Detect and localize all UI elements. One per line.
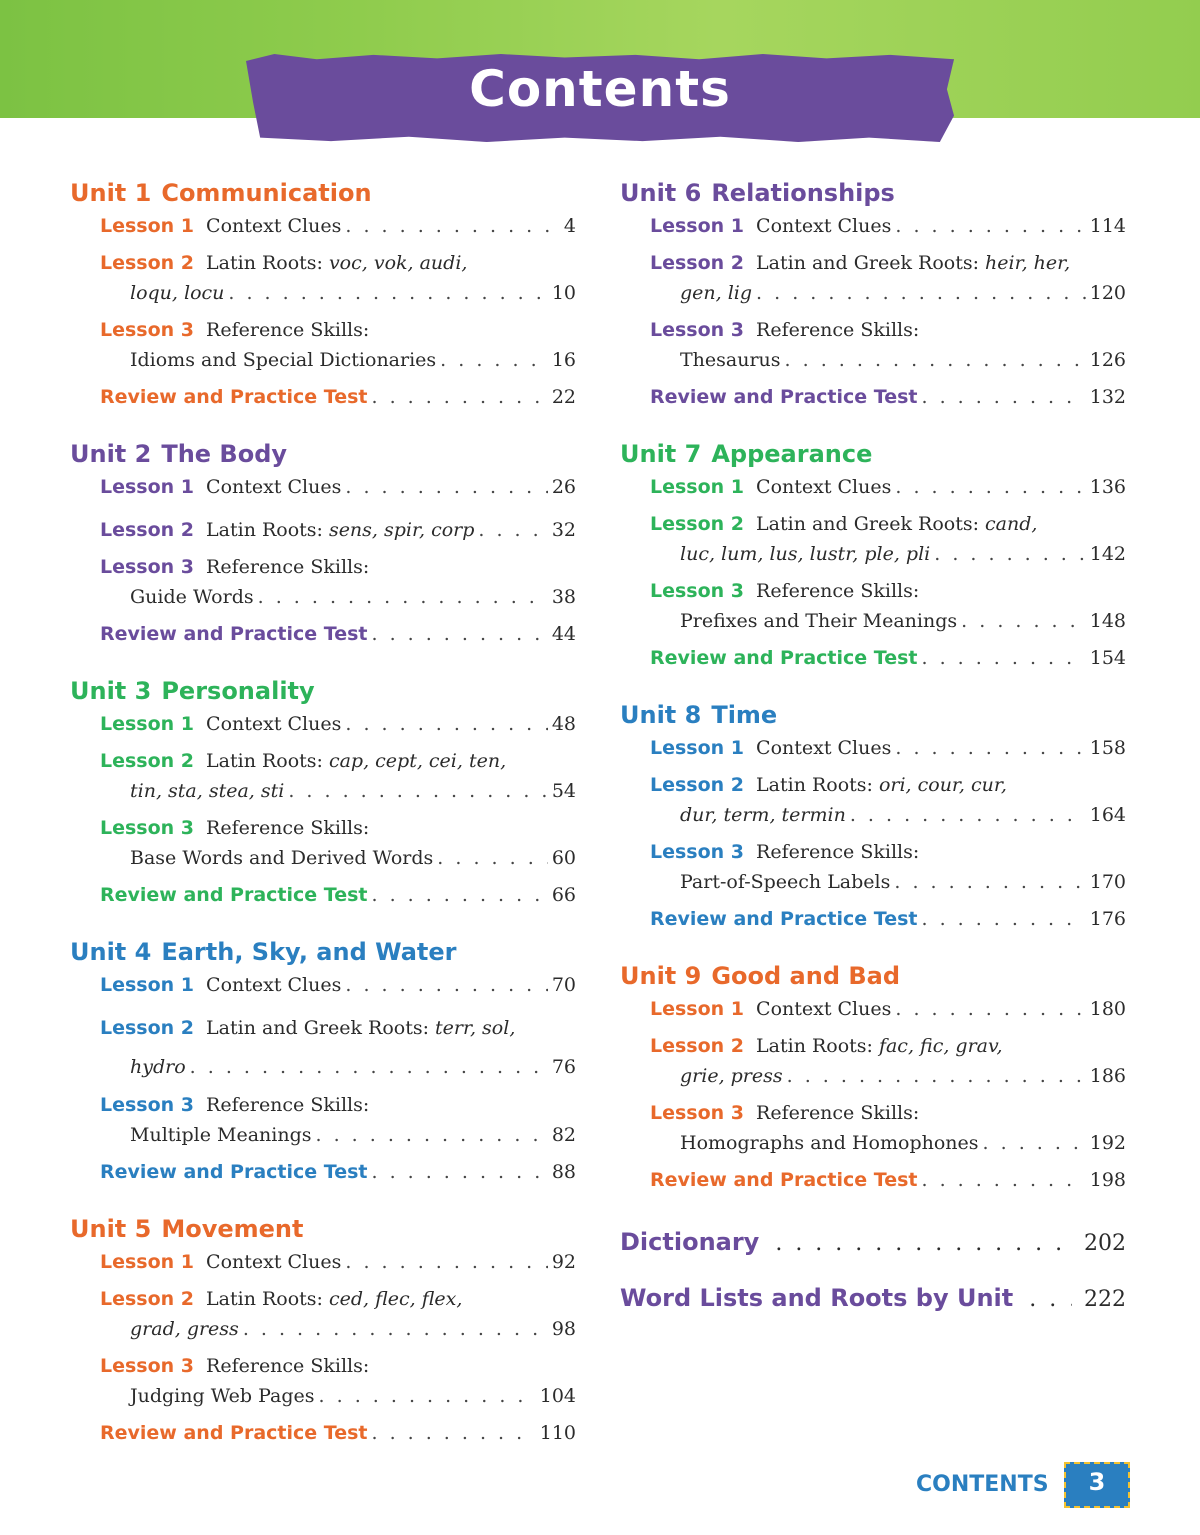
lesson-roots: grad, gress	[130, 1318, 239, 1340]
dot-leader	[190, 1043, 548, 1091]
dot-leader	[345, 709, 547, 739]
lesson-entry[interactable]	[100, 211, 576, 241]
lesson-title: Context Clues	[756, 998, 892, 1020]
page-number: 4	[563, 215, 576, 237]
lesson-roots: cap, cept, cei, ten,	[328, 750, 507, 772]
lesson-title: Context Clues	[756, 476, 892, 498]
page-number: 70	[551, 974, 576, 996]
lesson-subtitle: Thesaurus	[680, 349, 781, 371]
page-number: 192	[1089, 1132, 1126, 1154]
unit-number: Unit 7	[620, 440, 702, 468]
unit-number: Unit 4	[70, 938, 152, 966]
page-number: 154	[1089, 647, 1126, 669]
page-number: 16	[551, 349, 576, 371]
dot-leader	[1029, 1277, 1072, 1323]
word-lists-label: Word Lists and Roots by Unit	[620, 1284, 1014, 1312]
lesson-label: Lesson 1	[650, 476, 745, 498]
lesson-entry[interactable]	[100, 1284, 576, 1344]
dot-leader	[921, 1165, 1085, 1195]
lesson-roots: luc, lum, lus, lustr, ple, pli	[680, 543, 931, 565]
lesson-roots: tin, sta, stea, sti	[130, 780, 285, 802]
page-number: 202	[1084, 1231, 1126, 1256]
dot-leader	[228, 278, 547, 308]
lesson-entry[interactable]	[650, 211, 1126, 241]
unit-name: Good and Bad	[711, 962, 901, 990]
page-number: 148	[1089, 610, 1126, 632]
toc-left-column	[70, 175, 580, 1448]
lesson-entry[interactable]	[100, 1247, 576, 1277]
lesson-title: Latin Roots:	[206, 252, 323, 274]
lesson-roots: terr, sol,	[435, 1017, 516, 1039]
page-number: 136	[1089, 476, 1126, 498]
lesson-title: Context Clues	[206, 713, 342, 735]
lesson-title: Latin and Greek Roots:	[756, 252, 980, 274]
lesson-entry[interactable]	[650, 733, 1126, 763]
lesson-entry[interactable]	[100, 515, 576, 545]
lesson-label: Lesson 1	[650, 215, 745, 237]
lesson-roots: loqu, locu	[130, 282, 225, 304]
dot-leader	[288, 776, 547, 806]
unit-name: Appearance	[711, 440, 873, 468]
unit-3	[70, 673, 580, 910]
lesson-label: Lesson 1	[650, 737, 745, 759]
lesson-roots: cand,	[985, 513, 1038, 535]
lesson-entry[interactable]	[100, 1351, 576, 1411]
dot-leader	[895, 733, 1085, 763]
lesson-title: Context Clues	[206, 476, 342, 498]
lesson-label: Lesson 2	[100, 1288, 195, 1310]
unit-number: Unit 9	[620, 962, 702, 990]
lesson-roots: sens, spir, corp	[328, 519, 475, 541]
dot-leader	[437, 843, 548, 873]
lesson-roots: heir, her,	[985, 252, 1071, 274]
dot-leader	[775, 1221, 1072, 1267]
dot-leader	[921, 643, 1085, 673]
lesson-entry[interactable]	[100, 970, 576, 1000]
lesson-title: Reference Skills:	[206, 319, 370, 341]
page-number: 170	[1089, 871, 1126, 893]
lesson-label: Lesson 2	[650, 252, 745, 274]
review-label: Review and Practice Test	[650, 908, 918, 930]
review-entry[interactable]	[100, 880, 576, 910]
unit-2	[70, 436, 580, 649]
lesson-entry[interactable]	[100, 315, 576, 375]
dot-leader	[983, 1128, 1086, 1158]
dot-leader	[258, 582, 548, 612]
page-number: 104	[539, 1385, 576, 1407]
lesson-label: Lesson 2	[100, 252, 195, 274]
lesson-roots: hydro	[130, 1056, 186, 1078]
unit-name: Earth, Sky, and Water	[161, 938, 457, 966]
page-number: 88	[551, 1161, 576, 1183]
lesson-label: Lesson 2	[650, 774, 745, 796]
lesson-title: Reference Skills:	[756, 1102, 920, 1124]
dot-leader	[478, 515, 547, 545]
page-number: 54	[551, 780, 576, 802]
lesson-title: Latin Roots:	[756, 1035, 873, 1057]
page-number: 76	[551, 1056, 576, 1078]
lesson-entry[interactable]	[100, 1090, 576, 1150]
review-label: Review and Practice Test	[100, 1161, 368, 1183]
dot-leader	[316, 1120, 548, 1150]
lesson-label: Lesson 1	[650, 998, 745, 1020]
lesson-entry[interactable]	[650, 315, 1126, 375]
lesson-label: Lesson 3	[650, 1102, 745, 1124]
review-entry[interactable]	[650, 382, 1126, 412]
dot-leader	[371, 382, 547, 412]
lesson-entry[interactable]	[650, 509, 1126, 569]
dot-leader	[921, 904, 1085, 934]
lesson-label: Lesson 1	[100, 974, 195, 996]
unit-6	[620, 175, 1130, 412]
lesson-label: Lesson 3	[100, 556, 195, 578]
lesson-title: Context Clues	[206, 974, 342, 996]
lesson-title: Latin and Greek Roots:	[206, 1017, 430, 1039]
lesson-subtitle: Base Words and Derived Words	[130, 847, 434, 869]
lesson-label: Lesson 2	[650, 513, 745, 535]
lesson-entry[interactable]	[100, 746, 576, 806]
review-entry[interactable]	[650, 1165, 1126, 1195]
unit-name: Movement	[161, 1215, 304, 1243]
review-label: Review and Practice Test	[650, 647, 918, 669]
lesson-title: Latin Roots:	[756, 774, 873, 796]
lesson-title: Reference Skills:	[756, 319, 920, 341]
page-number: 26	[551, 476, 576, 498]
dot-leader	[345, 970, 547, 1000]
dot-leader	[345, 211, 560, 241]
dot-leader	[756, 278, 1086, 308]
lesson-roots: grie, press	[680, 1065, 783, 1087]
lesson-label: Lesson 2	[650, 1035, 745, 1057]
review-entry[interactable]	[650, 643, 1126, 673]
page-number: 48	[551, 713, 576, 735]
word-lists-entry[interactable]	[620, 1275, 1126, 1321]
lesson-title: Reference Skills:	[756, 580, 920, 602]
unit-number: Unit 6	[620, 179, 702, 207]
lesson-entry[interactable]	[650, 1098, 1126, 1158]
dot-leader	[787, 1061, 1086, 1091]
page-number: 132	[1089, 386, 1126, 408]
lesson-label: Lesson 1	[100, 215, 195, 237]
unit-9	[620, 958, 1130, 1195]
lesson-entry[interactable]	[650, 576, 1126, 636]
unit-7	[620, 436, 1130, 673]
unit-8	[620, 697, 1130, 934]
page-number: 142	[1089, 543, 1126, 565]
unit-4	[70, 934, 580, 1187]
dot-leader	[785, 345, 1086, 375]
review-entry[interactable]	[100, 382, 576, 412]
lesson-label: Lesson 3	[100, 319, 195, 341]
lesson-label: Lesson 1	[100, 713, 195, 735]
dot-leader	[371, 1418, 535, 1448]
dot-leader	[894, 867, 1085, 897]
page-number: 38	[551, 586, 576, 608]
dictionary-label: Dictionary	[620, 1228, 760, 1256]
lesson-subtitle: Judging Web Pages	[130, 1385, 315, 1407]
lesson-subtitle: Prefixes and Their Meanings	[680, 610, 958, 632]
lesson-label: Lesson 3	[650, 580, 745, 602]
page-number: 92	[551, 1251, 576, 1273]
lesson-roots: ori, cour, cur,	[878, 774, 1007, 796]
review-entry[interactable]	[650, 904, 1126, 934]
lesson-subtitle: Idioms and Special Dictionaries	[130, 349, 437, 371]
unit-name: Relationships	[711, 179, 895, 207]
lesson-entry[interactable]	[100, 709, 576, 739]
unit-heading[interactable]	[70, 436, 580, 472]
review-label: Review and Practice Test	[100, 386, 368, 408]
lesson-title: Latin Roots:	[206, 1288, 323, 1310]
lesson-entry[interactable]	[100, 472, 576, 502]
review-label: Review and Practice Test	[100, 623, 368, 645]
page-number: 10	[551, 282, 576, 304]
unit-heading[interactable]	[70, 673, 580, 709]
unit-name: Communication	[161, 179, 372, 207]
review-entry[interactable]	[100, 1157, 576, 1187]
page-number: 44	[551, 623, 576, 645]
lesson-entry[interactable]	[650, 1031, 1126, 1091]
lesson-entry[interactable]	[100, 552, 576, 612]
lesson-subtitle: Guide Words	[130, 586, 254, 608]
unit-name: Personality	[161, 677, 315, 705]
page-number: 82	[551, 1124, 576, 1146]
page-number: 32	[551, 519, 576, 541]
lesson-entry[interactable]	[650, 837, 1126, 897]
lesson-label: Lesson 1	[100, 476, 195, 498]
unit-number: Unit 3	[70, 677, 152, 705]
page-number: 60	[551, 847, 576, 869]
lesson-label: Lesson 3	[100, 1094, 195, 1116]
page-number: 66	[551, 884, 576, 906]
page-number: 176	[1089, 908, 1126, 930]
dot-leader	[895, 472, 1085, 502]
dot-leader	[440, 345, 548, 375]
page-number: 186	[1089, 1065, 1126, 1087]
review-entry[interactable]	[100, 619, 576, 649]
lesson-label: Lesson 3	[650, 319, 745, 341]
unit-number: Unit 1	[70, 179, 152, 207]
lesson-title: Latin and Greek Roots:	[756, 513, 980, 535]
unit-1	[70, 175, 580, 412]
page-number: 164	[1089, 804, 1126, 826]
review-entry[interactable]	[100, 1418, 576, 1448]
dot-leader	[371, 1157, 547, 1187]
lesson-title: Context Clues	[756, 215, 892, 237]
review-label: Review and Practice Test	[650, 386, 918, 408]
lesson-subtitle: Homographs and Homophones	[680, 1132, 979, 1154]
unit-heading[interactable]	[620, 958, 1130, 994]
review-label: Review and Practice Test	[100, 1422, 368, 1444]
lesson-roots: ced, flec, flex,	[328, 1288, 463, 1310]
unit-number: Unit 8	[620, 701, 702, 729]
unit-number: Unit 5	[70, 1215, 152, 1243]
page-number: 110	[539, 1422, 576, 1444]
page-number-badge: 3	[1064, 1462, 1130, 1508]
unit-number: Unit 2	[70, 440, 152, 468]
lesson-title: Reference Skills:	[206, 1094, 370, 1116]
lesson-label: Lesson 3	[100, 817, 195, 839]
unit-heading[interactable]	[70, 1211, 580, 1247]
page-number: 120	[1089, 282, 1126, 304]
dot-leader	[243, 1314, 548, 1344]
lesson-title: Latin Roots:	[206, 750, 323, 772]
lesson-subtitle: Part-of-Speech Labels	[680, 871, 891, 893]
lesson-label: Lesson 2	[100, 519, 195, 541]
dot-leader	[934, 539, 1085, 569]
review-label: Review and Practice Test	[650, 1169, 918, 1191]
dictionary-entry[interactable]	[620, 1219, 1126, 1265]
page-title: Contents	[469, 60, 731, 118]
toc-right-column	[620, 175, 1130, 1321]
lesson-entry[interactable]	[100, 248, 576, 308]
dot-leader	[345, 472, 547, 502]
page-number: 222	[1084, 1287, 1126, 1312]
dot-leader	[895, 994, 1085, 1024]
unit-heading[interactable]	[620, 175, 1130, 211]
dot-leader	[345, 1247, 547, 1277]
page-number: 22	[551, 386, 576, 408]
lesson-title: Context Clues	[206, 215, 342, 237]
lesson-roots: gen, lig	[680, 282, 753, 304]
unit-heading[interactable]	[70, 175, 580, 211]
unit-5	[70, 1211, 580, 1448]
unit-name: Time	[711, 701, 778, 729]
lesson-label: Lesson 1	[100, 1251, 195, 1273]
lesson-title: Reference Skills:	[206, 817, 370, 839]
lesson-title: Reference Skills:	[206, 1355, 370, 1377]
lesson-entry[interactable]	[650, 770, 1126, 830]
lesson-subtitle: Multiple Meanings	[130, 1124, 312, 1146]
lesson-label: Lesson 3	[100, 1355, 195, 1377]
lesson-roots: dur, term, termin	[680, 804, 846, 826]
lesson-entry[interactable]	[650, 994, 1126, 1024]
lesson-title: Reference Skills:	[756, 841, 920, 863]
lesson-roots: voc, vok, audi,	[328, 252, 468, 274]
page-number: 198	[1089, 1169, 1126, 1191]
lesson-entry[interactable]	[650, 248, 1126, 308]
lesson-label: Lesson 2	[100, 1017, 195, 1039]
unit-name: The Body	[161, 440, 288, 468]
page-number: 126	[1089, 349, 1126, 371]
unit-heading[interactable]	[620, 697, 1130, 733]
dot-leader	[850, 800, 1086, 830]
dot-leader	[895, 211, 1085, 241]
lesson-title: Context Clues	[756, 737, 892, 759]
dot-leader	[921, 382, 1085, 412]
lesson-label: Lesson 2	[100, 750, 195, 772]
lesson-title: Context Clues	[206, 1251, 342, 1273]
lesson-label: Lesson 3	[650, 841, 745, 863]
unit-heading[interactable]	[70, 934, 580, 970]
lesson-title: Reference Skills:	[206, 556, 370, 578]
lesson-entry[interactable]	[100, 813, 576, 873]
page-number: 98	[551, 1318, 576, 1340]
lesson-title: Latin Roots:	[206, 519, 323, 541]
page-number: 114	[1089, 215, 1126, 237]
unit-heading[interactable]	[620, 436, 1130, 472]
review-label: Review and Practice Test	[100, 884, 368, 906]
lesson-entry[interactable]	[100, 1013, 576, 1083]
lesson-roots: fac, fic, grav,	[878, 1035, 1003, 1057]
dot-leader	[371, 880, 547, 910]
page-number: 158	[1089, 737, 1126, 759]
dot-leader	[319, 1381, 536, 1411]
lesson-entry[interactable]	[650, 472, 1126, 502]
footer-label: CONTENTS	[916, 1472, 1049, 1497]
page-number: 180	[1089, 998, 1126, 1020]
dot-leader	[961, 606, 1086, 636]
dot-leader	[371, 619, 547, 649]
